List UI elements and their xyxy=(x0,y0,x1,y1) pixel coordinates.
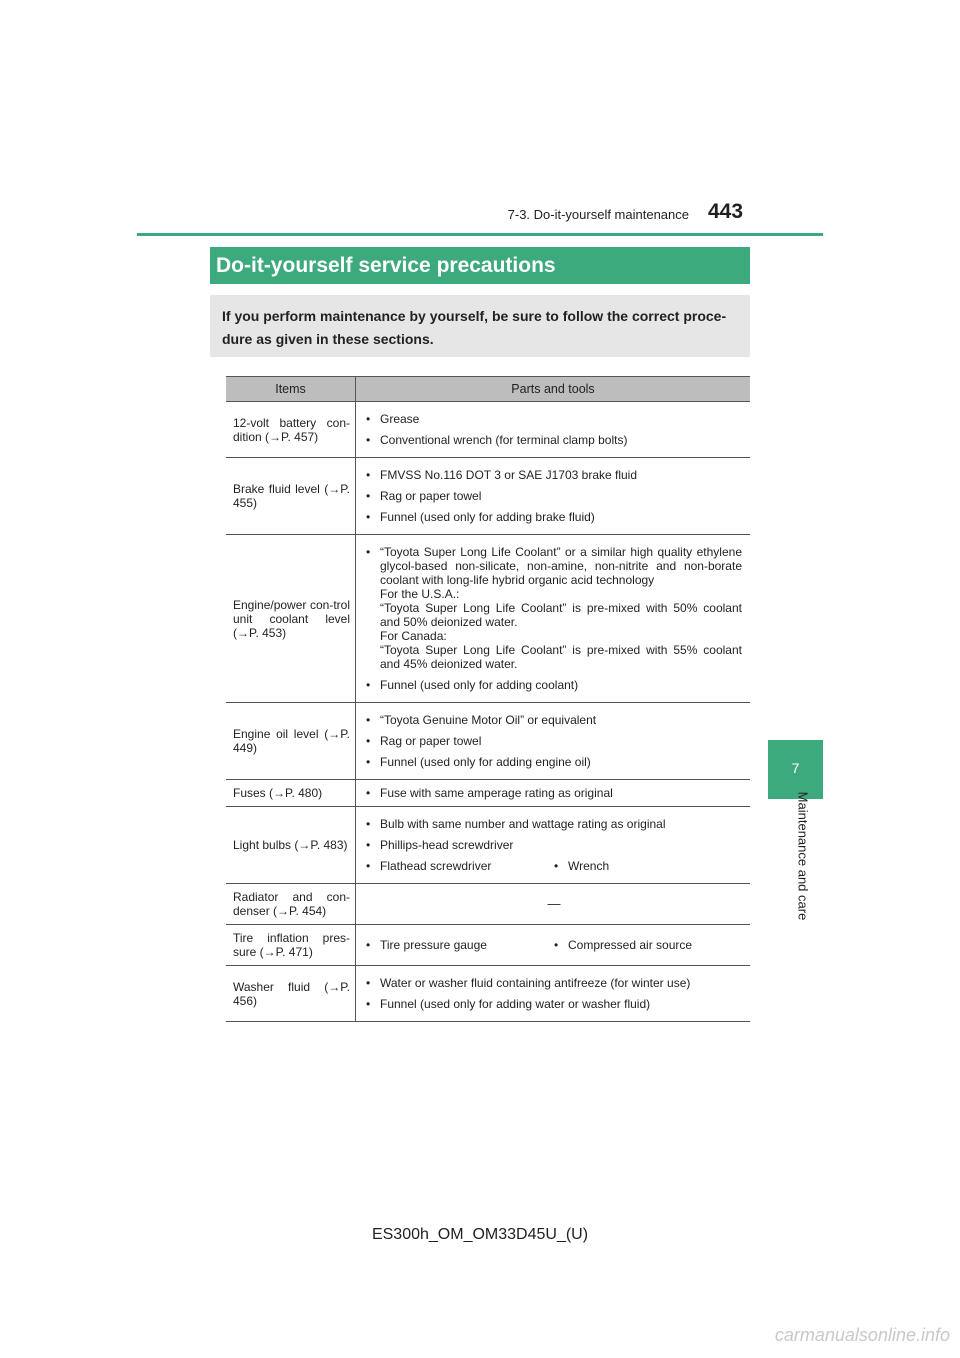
parts-cell xyxy=(356,966,751,1022)
chapter-tab: 7 xyxy=(768,740,823,799)
table-row xyxy=(226,807,750,884)
list-item: • Conventional wrench (for terminal clamp bolts) xyxy=(366,433,628,447)
list-item: • Funnel (used only for adding water or washer fluid) xyxy=(366,997,651,1011)
bullet-icon: • xyxy=(554,859,559,873)
bullet-icon: • xyxy=(366,412,371,426)
list-item: • Water or washer fluid containing antifreeze (for winter use) xyxy=(366,976,691,990)
list-item: • Bulb with same number and wattage rating as original xyxy=(366,817,666,831)
item-cell: Brake fluid level (→P. 455) xyxy=(226,458,356,535)
list-item: • Funnel (used only for adding engine oil) xyxy=(366,755,591,769)
list-item: • “Toyota Super Long Life Coolant” or a similar high quality ethylene glycol-based non-silicate, non-amine, non-nitrite and non-borate coolant with long-life hybrid organic acid technology For the U.S.A.: “Toyota Super Long Life Coolant” is pre-mixed with 50% coolant and 50% deionized water. For Canada: “Toyota Super Long Life Coolant” is pre-mixed with 55% coolant and 45% deionized water. xyxy=(366,545,742,671)
header-parts: Parts and tools xyxy=(356,377,751,402)
bullet-icon: • xyxy=(366,734,371,748)
list-item: • Funnel (used only for adding coolant) xyxy=(366,678,579,692)
list-item: • “Toyota Genuine Motor Oil” or equivalent xyxy=(366,713,597,727)
section-header: 7-3. Do-it-yourself maintenance xyxy=(507,207,689,222)
table-row xyxy=(226,458,750,535)
list-item: • Fuse with same amperage rating as original xyxy=(366,786,613,800)
bullet-icon: • xyxy=(366,545,371,559)
intro-text: If you perform maintenance by yourself, be sure to follow the correct proce-dure as given in these sections. xyxy=(210,295,750,357)
page-number: 443 xyxy=(708,200,744,223)
parts-cell xyxy=(356,925,751,966)
table-row xyxy=(226,780,750,807)
bullet-icon: • xyxy=(554,938,559,952)
list-item: • Phillips-head screwdriver xyxy=(366,838,514,852)
bullet-icon: • xyxy=(366,713,371,727)
table-header-row xyxy=(226,377,750,402)
bullet-icon: • xyxy=(366,510,371,524)
bullet-icon: • xyxy=(366,433,371,447)
watermark: carmanualsonline.info xyxy=(774,1325,950,1345)
list-item: • Wrench xyxy=(554,859,610,873)
table-row xyxy=(226,884,750,925)
item-cell: Light bulbs (→P. 483) xyxy=(226,807,356,884)
table-row xyxy=(226,402,750,458)
bullet-icon: • xyxy=(366,817,371,831)
list-item: • Flathead screwdriver xyxy=(366,859,492,873)
parts-cell xyxy=(356,402,751,458)
list-item: • Compressed air source xyxy=(554,938,693,952)
header-items: Items xyxy=(226,377,356,402)
bullet-icon: • xyxy=(366,997,371,1011)
list-item-pair xyxy=(366,938,742,952)
table-row xyxy=(226,925,750,966)
parts-cell: — xyxy=(356,884,751,925)
service-table xyxy=(226,376,750,1022)
table-row xyxy=(226,535,750,703)
bullet-icon: • xyxy=(366,755,371,769)
list-item: • Rag or paper towel xyxy=(366,734,482,748)
parts-cell xyxy=(356,458,751,535)
list-item: • Rag or paper towel xyxy=(366,489,482,503)
parts-cell xyxy=(356,780,751,807)
item-cell: Tire inflation pres-sure (→P. 471) xyxy=(226,925,356,966)
header-divider xyxy=(137,233,823,236)
bullet-icon: • xyxy=(366,976,371,990)
item-cell: Washer fluid (→P. 456) xyxy=(226,966,356,1022)
bullet-icon: • xyxy=(366,859,371,873)
bullet-icon: • xyxy=(366,468,371,482)
list-item: • Tire pressure gauge xyxy=(366,938,487,952)
table-row xyxy=(226,703,750,780)
list-item: • FMVSS No.116 DOT 3 or SAE J1703 brake fluid xyxy=(366,468,638,482)
item-cell: Engine oil level (→P. 449) xyxy=(226,703,356,780)
table-row xyxy=(226,966,750,1022)
list-item-pair xyxy=(366,859,742,873)
chapter-label: Maintenance and care xyxy=(795,791,811,921)
bullet-icon: • xyxy=(366,838,371,852)
bullet-icon: • xyxy=(366,489,371,503)
item-cell: Radiator and con-denser (→P. 454) xyxy=(226,884,356,925)
item-cell: Engine/power con-trol unit coolant level (→P. 453) xyxy=(226,535,356,703)
list-item: • Funnel (used only for adding brake fluid) xyxy=(366,510,595,524)
bullet-icon: • xyxy=(366,678,371,692)
parts-cell xyxy=(356,535,751,703)
page-title: Do-it-yourself service precautions xyxy=(210,247,750,284)
document-code: ES300h_OM_OM33D45U_(U) xyxy=(371,1226,589,1243)
item-cell: Fuses (→P. 480) xyxy=(226,780,356,807)
bullet-icon: • xyxy=(366,938,371,952)
item-cell: 12-volt battery con-dition (→P. 457) xyxy=(226,402,356,458)
parts-cell xyxy=(356,807,751,884)
parts-cell xyxy=(356,703,751,780)
list-item: • Grease xyxy=(366,412,420,426)
bullet-icon: • xyxy=(366,786,371,800)
